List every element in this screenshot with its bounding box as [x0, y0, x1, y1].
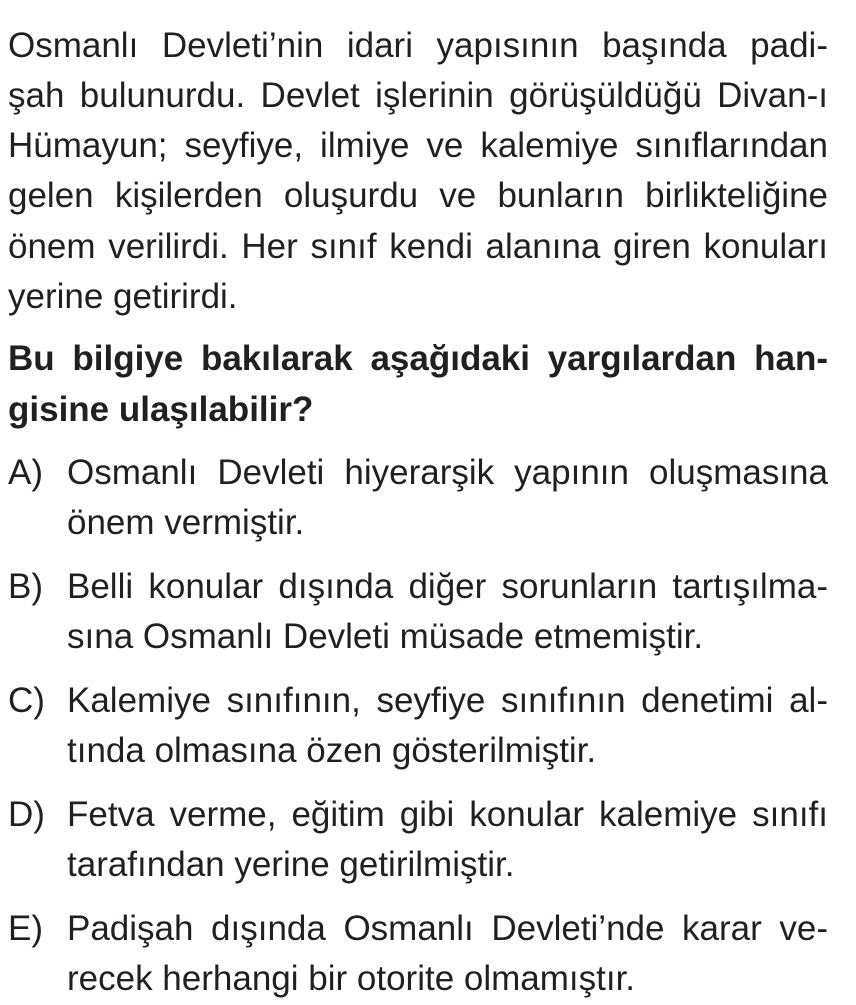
- option-text-line: Osmanlı Devleti hiyerarşik yapının oluşmasına: [67, 453, 828, 492]
- option-text-line: tında olmasına özen gösterilmiştir.: [67, 731, 597, 770]
- question-line: gisine ulaşılabilir?: [8, 390, 314, 429]
- passage-line: önem verilirdi. Her sınıf kendi alanına giren konuları: [8, 227, 828, 266]
- passage-line: şah bulunurdu. Devlet işlerinin görüşüldüğü Divan-ı: [8, 76, 828, 115]
- option-letter: D): [8, 795, 45, 834]
- option-text-line: Kalemiye sınıfının, seyfiye sınıfının denetimi al-: [67, 681, 828, 720]
- question-line: Bu bilgiye bakılarak aşağıdaki yargılardan han-: [8, 339, 828, 378]
- option-text-line: recek herhangi bir otorite olmamıştır.: [67, 959, 636, 998]
- option-text-line: Belli konular dışında diğer sorunların tartışılma-: [67, 567, 828, 606]
- option-text-line: tarafından yerine getirilmiştir.: [67, 845, 515, 884]
- option-text-line: sına Osmanlı Devleti müsade etmemiştir.: [67, 617, 704, 656]
- passage-line: Osmanlı Devleti’nin idari yapısının başında padi-: [8, 26, 828, 65]
- option-text-line: Fetva verme, eğitim gibi konular kalemiye sınıfı: [67, 795, 828, 834]
- option-letter: C): [8, 681, 45, 720]
- option-letter: E): [8, 909, 43, 948]
- passage-line: Hümayun; seyfiye, ilmiye ve kalemiye sınıflarından: [8, 126, 828, 165]
- option-letter: B): [8, 567, 43, 606]
- option-letter: A): [8, 453, 43, 492]
- option-text-line: Padişah dışında Osmanlı Devleti’nde karar ve-: [67, 909, 828, 948]
- passage-line: gelen kişilerden oluşurdu ve bunların birlikteliğine: [8, 176, 828, 215]
- option-text-line: önem vermiştir.: [67, 503, 305, 542]
- passage-line: yerine getirirdi.: [8, 277, 238, 316]
